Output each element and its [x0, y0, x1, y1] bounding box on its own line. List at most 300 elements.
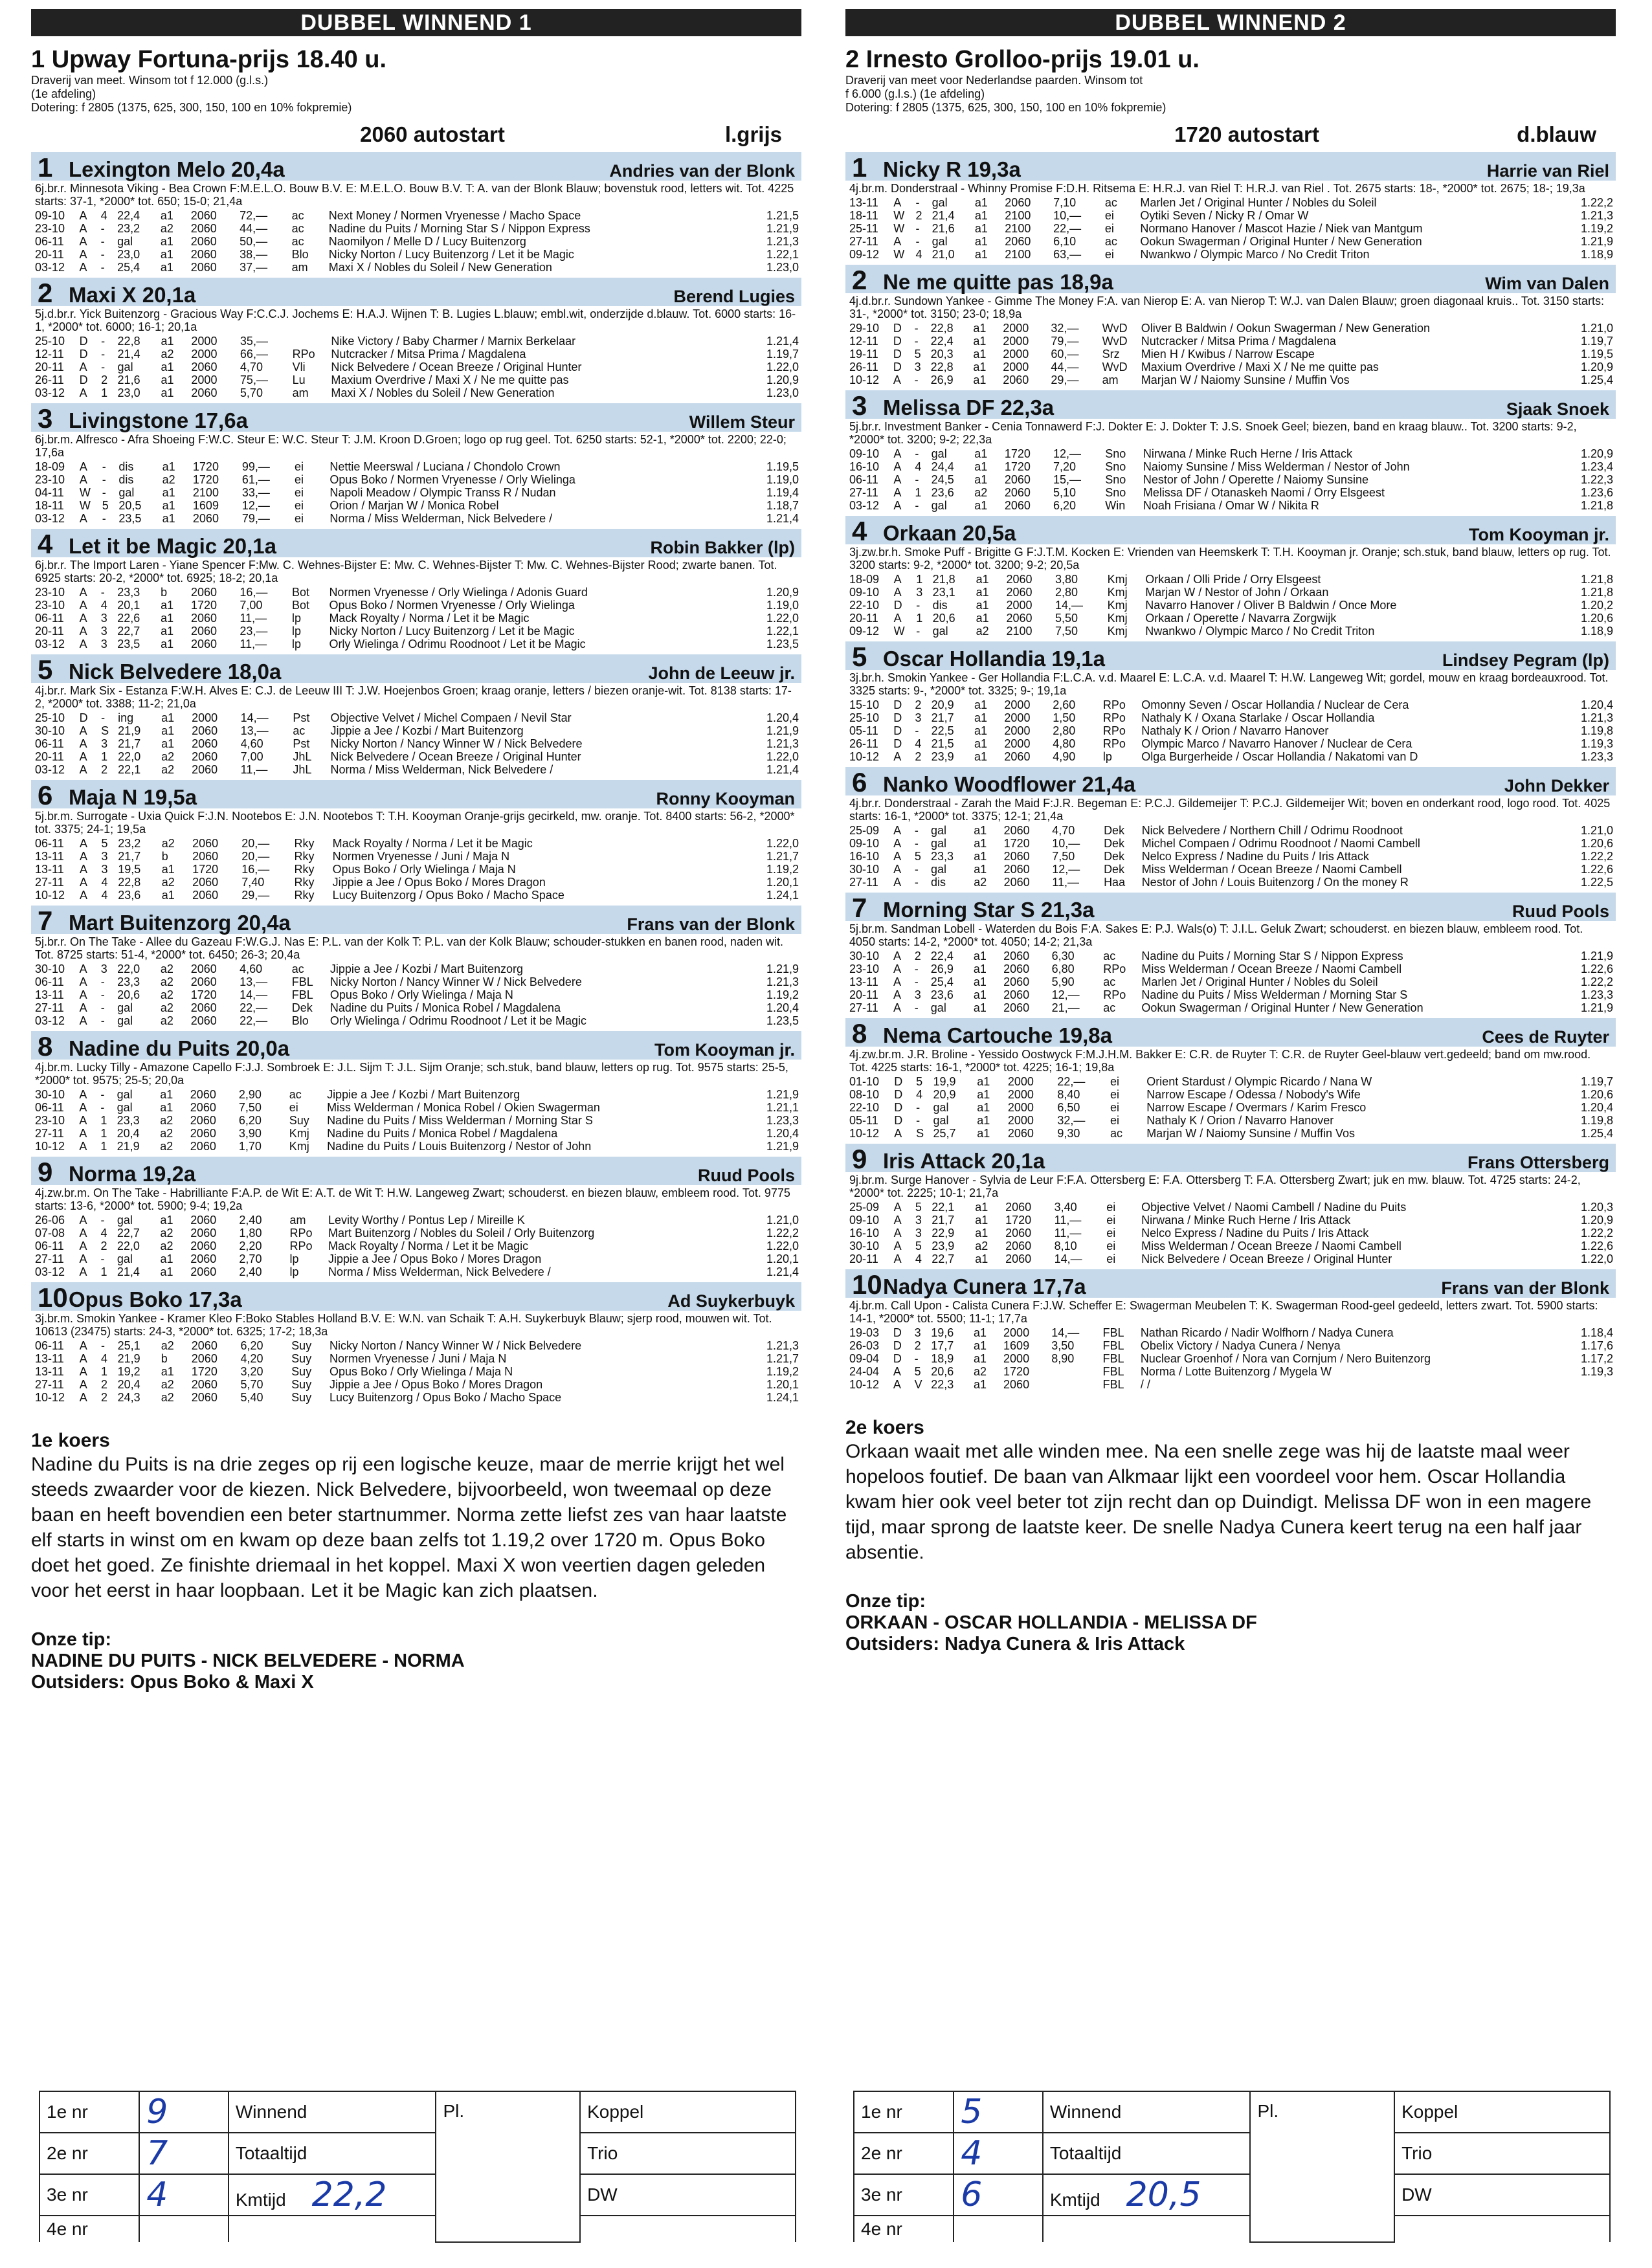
table-cell: a1 [160, 1265, 173, 1278]
tip-outsiders: Outsiders: Nadya Cunera & Iris Attack [845, 1634, 1185, 1654]
table-cell: 21,7 [118, 737, 141, 750]
horse-driver: Berend Lugies [673, 287, 795, 306]
table-cell: lp [289, 1265, 299, 1278]
table-cell: D [893, 711, 902, 724]
form-cell[interactable] [1394, 2133, 1610, 2174]
horse-header [31, 654, 801, 683]
table-cell: 4,90 [1053, 750, 1076, 763]
table-cell: Suy [291, 1352, 312, 1365]
table-cell: 16-10 [849, 850, 880, 863]
table-cell: 23,5 [118, 512, 142, 525]
table-cell: Orly Wielinga / Odrimu Roodnoot / Let it be Magic [329, 1014, 586, 1027]
table-cell: W [79, 499, 91, 512]
table-cell: gal [932, 625, 948, 638]
table-cell: gal [117, 1214, 133, 1227]
table-cell: gal [117, 1088, 133, 1101]
table-cell: 2 [101, 1378, 108, 1391]
table-cell: 2,80 [1053, 724, 1076, 737]
table-cell: 27-11 [35, 1001, 64, 1014]
table-cell: Norma / Miss Welderman, Nick Belvedere / [330, 763, 553, 776]
table-cell: 22,0 [117, 1240, 140, 1252]
form-cell[interactable] [954, 2133, 1043, 2174]
table-cell: 2060 [1004, 750, 1031, 763]
horse-header [31, 1282, 801, 1311]
table-cell: Suy [291, 1339, 312, 1352]
table-cell: a1 [975, 1214, 988, 1227]
table-cell: 1.23,0 [766, 261, 799, 274]
table-cell: 1.22,2 [1580, 850, 1613, 863]
table-cell: - [914, 975, 919, 988]
table-cell: D [894, 1114, 903, 1127]
table-cell: 04-11 [35, 486, 64, 499]
table-cell: Nathaly K / Oxana Starlake / Oscar Hollandia [1141, 711, 1375, 724]
tips [31, 1629, 801, 1693]
table-cell: a1 [974, 824, 987, 837]
table-cell: Objective Velvet / Naomi Cambell / Nadine du Puits [1141, 1201, 1407, 1214]
table-cell: Kmj [1107, 625, 1128, 638]
table-cell: 2060 [190, 1088, 216, 1101]
table-cell: 7,50 [238, 1101, 262, 1114]
form-cell[interactable] [229, 2091, 436, 2133]
table-cell: - [914, 322, 919, 335]
table-cell: 3 [915, 1227, 922, 1240]
table-cell: 2060 [190, 586, 217, 599]
form-cell[interactable] [39, 2216, 139, 2242]
table-cell: 1.22,2 [1580, 975, 1613, 988]
table-cell: gal [931, 837, 947, 850]
table-cell: a1 [161, 612, 174, 625]
table-cell: 1.21,9 [1580, 235, 1613, 248]
table-cell: ei [1106, 1252, 1116, 1265]
table-cell: 5 [102, 499, 109, 512]
table-cell: 10-12 [849, 1127, 880, 1140]
table-cell: 1.19,0 [766, 599, 799, 612]
form-cell[interactable] [954, 2091, 1043, 2133]
form-label: Winnend [235, 2102, 307, 2122]
handwritten-kmtijd: 20,5 [1126, 2175, 1201, 2214]
table-cell: 18-09 [35, 460, 65, 473]
table-cell: 2060 [1004, 499, 1031, 512]
form-row [854, 2091, 1610, 2133]
form-cell[interactable] [854, 2216, 954, 2242]
table-cell: A [893, 612, 902, 625]
table-cell: Ookun Swagerman / Original Hunter / New Generation [1140, 235, 1422, 248]
table-cell: Napoli Meadow / Olympic Transs R / Nudan [329, 486, 556, 499]
table-cell: 1.23,3 [1580, 988, 1613, 1001]
table-cell: - [100, 261, 105, 274]
table-cell: A [80, 863, 88, 876]
table-row [35, 361, 801, 373]
table-cell: 2100 [192, 486, 219, 499]
table-cell: 2000 [1003, 1352, 1030, 1365]
table-cell: - [915, 196, 920, 209]
table-cell: 1.21,4 [766, 1265, 799, 1278]
table-cell: - [100, 586, 105, 599]
horse-driver: Ronny Kooyman [656, 789, 795, 808]
horse-header [845, 516, 1616, 544]
table-cell: 99,— [241, 460, 270, 473]
table-cell: 2060 [192, 850, 219, 863]
form-cell[interactable] [854, 2091, 954, 2133]
table-cell: 2060 [190, 612, 217, 625]
table-cell: 1.17,2 [1580, 1352, 1613, 1365]
table-cell: 12,— [1053, 447, 1082, 460]
table-cell: Pst [293, 737, 310, 750]
table-cell: Haa [1104, 876, 1126, 889]
table-cell: a2 [160, 975, 173, 988]
table-row [35, 975, 801, 988]
table-cell: 5 [914, 348, 921, 361]
table-cell: 2000 [1004, 737, 1031, 750]
table-cell: 1 [916, 573, 923, 586]
table-cell: 21,9 [117, 1352, 140, 1365]
table-cell: a1 [974, 1339, 987, 1352]
table-cell: Olympic Marco / Navarro Hanover / Nuclear de Cera [1141, 737, 1412, 750]
table-cell: 22,— [1053, 222, 1082, 235]
table-cell: - [914, 1001, 919, 1014]
table-cell: a1 [976, 612, 989, 625]
table-cell: 2000 [1003, 1326, 1030, 1339]
form-cell[interactable] [39, 2174, 139, 2216]
table-cell: A [79, 1140, 87, 1153]
table-cell: 7,50 [1055, 625, 1078, 638]
table-cell: A [893, 460, 902, 473]
table-cell: 4,60 [240, 962, 263, 975]
table-cell: a2 [974, 486, 988, 499]
table-row [849, 962, 1616, 975]
table-cell: D [893, 599, 902, 612]
table-cell: 1.22,0 [766, 837, 799, 850]
table-cell: ei [1106, 1201, 1116, 1214]
table-cell: 5 [915, 1240, 922, 1252]
table-cell: ac [1110, 1127, 1123, 1140]
form-label: Pl. [1257, 2101, 1279, 2121]
table-cell: gal [933, 1114, 949, 1127]
horse-name: Nanko Woodflower 21,4a [883, 772, 1135, 796]
form-cell[interactable] [139, 2216, 229, 2242]
table-cell: A [79, 1352, 87, 1365]
form-cell[interactable] [139, 2174, 229, 2216]
table-cell [1051, 1365, 1102, 1378]
table-cell: 2 [914, 950, 921, 962]
horse-driver: John de Leeuw jr. [648, 663, 795, 683]
table-cell: 44,— [240, 222, 268, 235]
table-cell: 1720 [190, 599, 217, 612]
table-cell: 4,70 [1052, 824, 1075, 837]
table-row [849, 1339, 1616, 1352]
table-cell: W [893, 222, 905, 235]
table-cell: - [100, 988, 105, 1001]
table-cell: a1 [973, 373, 987, 386]
table-cell: a1 [162, 460, 175, 473]
table-cell: 6,20 [240, 1339, 263, 1352]
form-cell[interactable] [580, 2216, 796, 2242]
table-cell: A [79, 1227, 87, 1240]
form-table [35, 1088, 801, 1153]
table-row [849, 373, 1616, 386]
form-cell[interactable] [1043, 2091, 1251, 2133]
horse-number: 5 [852, 641, 867, 672]
table-cell: 21,5 [931, 737, 954, 750]
table-row [849, 361, 1616, 373]
table-row [35, 348, 801, 361]
table-cell: 33,— [241, 486, 270, 499]
table-cell: D [893, 1326, 902, 1339]
table-cell: a2 [974, 876, 987, 889]
form-cell[interactable] [139, 2133, 229, 2174]
table-cell: 1 [100, 1265, 107, 1278]
table-cell: D [893, 698, 902, 711]
table-cell: 20-11 [35, 361, 64, 373]
table-cell: 79,— [1051, 335, 1079, 348]
table-cell: Naiomy Sunsine / Miss Welderman / Nestor of John [1143, 460, 1410, 473]
table-cell: A [79, 235, 87, 248]
table-cell: 23-10 [35, 586, 65, 599]
table-row [35, 499, 801, 512]
horse-name: Ne me quitte pas 18,9a [883, 270, 1113, 294]
form-cell[interactable] [1394, 2091, 1610, 2133]
table-row [35, 1101, 801, 1114]
form-cell[interactable] [954, 2216, 1043, 2242]
table-cell: 1.20,9 [1580, 1214, 1613, 1227]
table-cell: 30-10 [849, 950, 880, 962]
horse-entry [31, 906, 801, 1027]
form-cell[interactable] [39, 2133, 139, 2174]
table-row [35, 335, 801, 348]
table-cell: 1.20,6 [1580, 1088, 1613, 1101]
table-cell: a1 [974, 473, 988, 486]
horse-name: Nadine du Puits 20,0a [69, 1036, 290, 1060]
table-cell: - [100, 1101, 105, 1114]
table-cell: 19,9 [933, 1075, 956, 1088]
table-cell: - [100, 1252, 105, 1265]
table-cell: a1 [973, 322, 987, 335]
table-row [849, 473, 1616, 486]
table-cell: 1.19,5 [1580, 348, 1613, 361]
table-cell: 7,50 [1052, 850, 1075, 863]
table-cell: Dek [291, 1001, 313, 1014]
table-cell: W [79, 486, 91, 499]
horse-number: 3 [38, 403, 53, 434]
table-cell: 1.22,0 [766, 612, 799, 625]
horse-driver: Ruud Pools [1512, 902, 1609, 921]
form-cell[interactable] [39, 2091, 139, 2133]
form-cell[interactable] [229, 2216, 436, 2242]
table-row [35, 1339, 801, 1352]
table-cell: gal [931, 824, 947, 837]
table-cell: 1.25,4 [1580, 373, 1613, 386]
table-cell: Miss Welderman / Ocean Breeze / Naomi Cambell [1141, 863, 1402, 876]
table-cell: a1 [973, 335, 987, 348]
form-row [854, 2216, 1610, 2242]
table-cell: 22,4 [117, 209, 140, 222]
form-cell[interactable] [1043, 2133, 1251, 2174]
table-cell: 2060 [1005, 1240, 1032, 1252]
table-cell: 29,— [241, 889, 270, 902]
table-cell: a2 [161, 348, 174, 361]
form-cell[interactable] [139, 2091, 229, 2133]
table-cell: 2060 [1003, 373, 1029, 386]
table-cell: 5 [914, 850, 921, 863]
table-cell: a2 [160, 1001, 173, 1014]
table-cell: ac [291, 222, 304, 235]
table-cell: 22,8 [930, 361, 954, 373]
table-cell: a1 [160, 1088, 173, 1101]
table-cell: D [79, 711, 88, 724]
table-cell: Jippie a Jee / Opus Boko / Mores Dragon [332, 876, 546, 889]
table-cell: A [79, 1114, 87, 1127]
table-cell: 1.20,3 [1580, 1201, 1613, 1214]
horse-entry [845, 767, 1616, 889]
table-cell: 38,— [240, 248, 268, 261]
form-cell[interactable] [229, 2174, 436, 2216]
table-cell: 25-09 [849, 1201, 880, 1214]
form-cell[interactable] [1394, 2174, 1610, 2216]
form-cell[interactable] [1394, 2216, 1610, 2242]
form-cell[interactable] [580, 2174, 796, 2216]
table-row [35, 1378, 801, 1391]
table-cell: 16,— [240, 586, 268, 599]
form-table [35, 209, 801, 274]
table-cell: am [291, 261, 308, 274]
table-cell: D [79, 335, 88, 348]
table-cell: A [79, 599, 87, 612]
table-cell: 1.22,0 [766, 361, 799, 373]
table-cell: a1 [974, 1352, 987, 1365]
table-cell: 1.22,2 [1580, 196, 1613, 209]
table-cell: 1.21,9 [766, 1140, 799, 1153]
table-cell: a1 [161, 599, 174, 612]
table-cell: Ookun Swagerman / Original Hunter / New Generation [1141, 1001, 1423, 1014]
form-cell[interactable] [854, 2174, 954, 2216]
table-cell: A [893, 196, 902, 209]
horse-pedigree: 3j.br.h. Smokin Yankee - Ger Hollandia F:L.C.A. v.d. Maarel E: L.C.A. v.d. Maarel T: H.W. Langeweg Wit; gordel, mouw en kraag bordeauxrood. Tot. 3325 starts: 9-, *2000* tot. 3325; 9-; 19,1a [849, 671, 1609, 697]
table-cell: 2060 [190, 1240, 217, 1252]
table-cell: 2060 [190, 1265, 217, 1278]
table-cell: A [893, 486, 902, 499]
table-cell: A [893, 863, 902, 876]
table-cell: 5,10 [1053, 486, 1077, 499]
form-cell[interactable] [1250, 2091, 1394, 2242]
table-cell: 1.20,6 [1580, 837, 1613, 850]
table-cell: - [914, 335, 919, 348]
table-cell: A [79, 1365, 87, 1378]
horse-number: 10 [852, 1269, 882, 1300]
table-cell: 3 [914, 1326, 921, 1339]
form-cell[interactable] [1043, 2174, 1251, 2216]
table-cell: dis [931, 876, 946, 889]
table-row [35, 962, 801, 975]
table-cell: 20-11 [35, 625, 64, 638]
table-cell: 11,— [1054, 1227, 1082, 1240]
table-cell: ac [1104, 235, 1117, 248]
table-cell: 2060 [1003, 876, 1030, 889]
table-cell: 1.24,1 [766, 1391, 799, 1404]
table-cell: 24,4 [931, 460, 954, 473]
table-cell: Nadine du Puits / Morning Star S / Nippon Express [1141, 950, 1403, 962]
race-description: Dotering: f 2805 (1375, 625, 300, 150, 100 en 10% fokpremie) [845, 101, 1166, 114]
table-cell: 2060 [190, 1114, 216, 1127]
table-cell: 2,20 [239, 1240, 262, 1252]
table-cell: D [893, 361, 902, 373]
table-cell: ei [289, 1101, 298, 1114]
horse-driver: Willem Steur [689, 412, 795, 432]
form-cell[interactable] [580, 2133, 796, 2174]
table-cell: - [915, 499, 919, 512]
table-cell: 27-11 [35, 1252, 64, 1265]
table-cell: 1.19,7 [1580, 1075, 1613, 1088]
table-row [849, 863, 1616, 876]
table-cell: 20-11 [35, 750, 64, 763]
form-cell[interactable] [580, 2091, 796, 2133]
table-cell: A [79, 261, 87, 274]
table-cell: 2060 [190, 975, 217, 988]
table-cell: Jippie a Jee / Kozbi / Mart Buitenzorg [330, 724, 524, 737]
table-cell: 12,— [241, 499, 270, 512]
table-cell: 19-11 [849, 348, 878, 361]
table-cell: 1720 [191, 1365, 218, 1378]
table-cell: 20,9 [931, 698, 954, 711]
table-cell: Nelco Express / Nadine du Puits / Iris Attack [1141, 1227, 1369, 1240]
table-cell: - [915, 447, 919, 460]
tip-label: Onze tip: [845, 1591, 926, 1612]
form-cell[interactable] [436, 2091, 580, 2242]
table-cell: 10-12 [849, 750, 880, 763]
table-cell: 35,— [240, 335, 268, 348]
table-cell: Win [1105, 499, 1126, 512]
table-cell: 20-11 [849, 1252, 878, 1265]
table-cell: 2100 [1005, 222, 1031, 235]
table-cell: 2060 [190, 1140, 216, 1153]
table-cell: - [101, 1339, 106, 1352]
table-cell: A [894, 1127, 902, 1140]
table-cell: Dek [1104, 837, 1125, 850]
table-cell: 21,9 [118, 724, 141, 737]
table-cell: A [893, 473, 902, 486]
horse-number: 5 [38, 654, 53, 685]
table-cell: a1 [976, 573, 989, 586]
form-cell[interactable] [854, 2133, 954, 2174]
table-cell: 1.21,5 [766, 209, 799, 222]
table-row [849, 235, 1616, 248]
form-label: 4e nr [861, 2219, 902, 2239]
table-cell: 2060 [1003, 1378, 1030, 1391]
table-cell: a2 [161, 1378, 174, 1391]
table-cell: V [914, 1378, 922, 1391]
form-cell[interactable] [229, 2133, 436, 2174]
table-cell: A [80, 850, 88, 863]
form-cell[interactable] [954, 2174, 1043, 2216]
table-cell: 27-11 [35, 1127, 64, 1140]
table-cell: a1 [973, 348, 987, 361]
table-cell: 1.23,4 [1580, 460, 1613, 473]
table-cell: 22,6 [117, 612, 140, 625]
table-cell: 2060 [190, 625, 217, 638]
horse-header [31, 278, 801, 306]
table-cell: a1 [161, 889, 175, 902]
table-row [849, 737, 1616, 750]
table-cell: 5 [915, 1201, 922, 1214]
table-row [849, 335, 1616, 348]
table-cell: 29,— [1051, 373, 1079, 386]
table-row [849, 1127, 1616, 1140]
table-cell: gal [931, 499, 947, 512]
table-row [849, 599, 1616, 612]
table-cell: 6,80 [1051, 962, 1075, 975]
table-cell: 2 [101, 373, 108, 386]
form-cell[interactable] [1043, 2216, 1251, 2242]
tip-outsiders: Outsiders: Opus Boko & Maxi X [31, 1672, 314, 1693]
